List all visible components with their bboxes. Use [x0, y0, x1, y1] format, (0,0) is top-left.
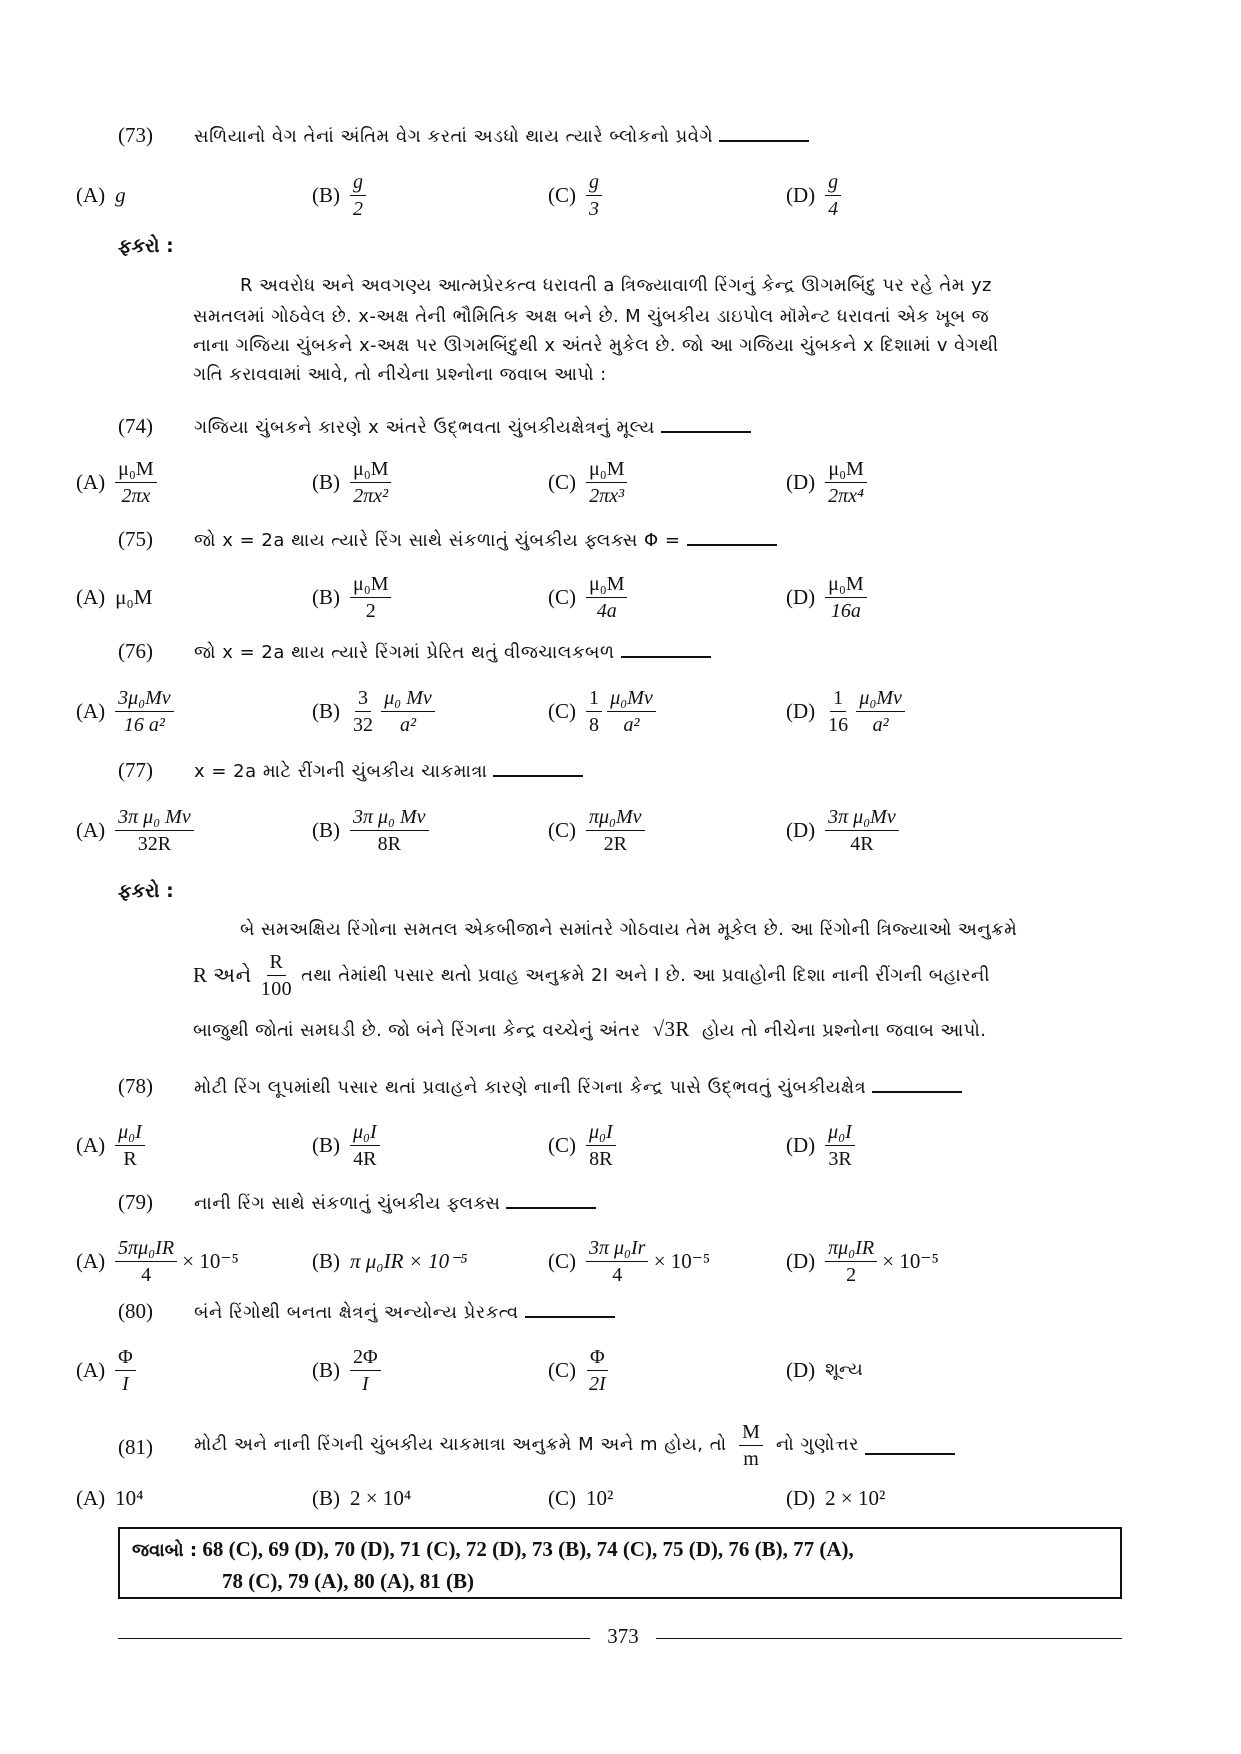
- answer-key-line-2: 78 (C), 79 (A), 80 (A), 81 (B): [222, 1569, 474, 1593]
- option-c: (C) $\frac{1}{8}$ $\frac{\text{μ₀Mv}}{\text{a²}}$: [548, 681, 656, 741]
- option-a: (A) $\frac{\text{μ₀M}}{2\pi x}$: [76, 452, 157, 512]
- option-a: (A) g: [76, 183, 126, 207]
- option-b: (B) $\frac{\text{μ₀M}}{2}$: [312, 567, 391, 627]
- question-number: (73): [118, 123, 153, 147]
- option-c: (C) $\frac{\text{μ₀I}}{8R}$: [548, 1115, 616, 1175]
- options-78: [0, 1115, 1010, 1175]
- option-d: (D) 2 × 10²: [786, 1486, 886, 1510]
- options-76: [0, 681, 1010, 741]
- option-d: (D) $\frac{\text{μ₀M}}{\text{2πx⁴}}$: [786, 452, 867, 512]
- question-number: (79): [118, 1190, 153, 1214]
- question-number: (76): [118, 639, 153, 663]
- option-d: (D) $\frac{g}{4}$: [786, 165, 841, 225]
- option-a: (A) $\frac{\text{3π μ₀ Mv}}{32R}$: [76, 800, 194, 860]
- footer-rule-right: [656, 1638, 1122, 1639]
- question-text: બંને રિંગોથી બનતા ક્ષેત્રનું અન્યોન્ય પ્રેરકત્વ: [194, 1298, 615, 1326]
- option-d: (D) $\frac{\text{πμ₀IR}}{2}$ × 10⁻⁵: [786, 1236, 939, 1286]
- question-number: (74): [118, 414, 153, 438]
- question-text: નાની રિંગ સાથે સંકળાતું ચુંબકીય ફ્લક્સ: [194, 1189, 596, 1217]
- footer-rule-left: [118, 1638, 590, 1639]
- answer-key-line-1: જવાબો : 68 (C), 69 (D), 70 (D), 71 (C), 72 (D), 73 (B), 74 (C), 75 (D), 76 (B), 77 (A),: [132, 1537, 854, 1561]
- answer-blank: [872, 1073, 962, 1093]
- passage-heading: ફકરો :: [118, 880, 174, 902]
- options-79: [0, 1231, 1010, 1291]
- question-text: ગજિયા ચુંબકને કારણે x અંતરે ઉદ્ભવતા ચુંબકીયક્ષેત્રનું મૂલ્ય: [194, 413, 751, 441]
- option-a: (A) μ₀M: [76, 585, 153, 609]
- question-text: મોટી રિંગ લૂપમાંથી પસાર થતાં પ્રવાહને કારણે નાની રિંગના કેન્દ્ર પાસે ઉદ્ભવતું ચુંબકીયક્ષેત્ર: [194, 1073, 962, 1101]
- option-a: (A) $\frac{\text{3μ₀Mv}}{\text{16 a²}}$: [76, 681, 174, 741]
- answer-blank: [719, 122, 809, 142]
- options-81: [0, 1468, 1010, 1528]
- passage-2-line3: બાજુથી જોતાં સમઘડી છે. જો બંને રિંગના કેન્દ્ર વચ્ચેનું અંતર √3R હોય તો નીચેના પ્રશ્નોના જવાબ આપો.: [193, 1017, 987, 1041]
- option-c: (C) 10²: [548, 1486, 614, 1510]
- option-d: (D) શૂન્ય: [786, 1358, 863, 1382]
- question-number: (78): [118, 1074, 153, 1098]
- passage-heading: ફકરો :: [118, 235, 174, 257]
- question-text: મોટી અને નાની રિંગની ચુંબકીય ચાકમાત્રા અનુક્રમે M અને m હોય, તો $\frac{M}{m}$ નો ગુણોત્તર: [194, 1415, 955, 1475]
- option-a: (A) 10⁴: [76, 1486, 144, 1510]
- question-text: જો x = 2a થાય ત્યારે રિંગમાં પ્રેરિત થતું વીજચાલકબળ: [194, 638, 711, 666]
- option-b: (B) $\frac{\text{μ₀I}}{4R}$: [312, 1115, 380, 1175]
- answer-key-label: જવાબો :: [132, 1540, 198, 1561]
- answer-key-box: [118, 1527, 1122, 1599]
- option-b: (B) $\frac{2\Phi}{I}$: [312, 1340, 381, 1400]
- option-d: (D) $\frac{\text{μ₀I}}{3R}$: [786, 1115, 855, 1175]
- options-75: [0, 567, 1010, 627]
- passage-2-line2: R અને $\frac{R}{100}$ તથા તેમાંથી પસાર થતો પ્રવાહ અનુક્રમે 2I અને I છે. આ પ્રવાહોની દિશા નાની રીંગની બહારની: [193, 951, 990, 1000]
- question-text: x = 2a માટે રીંગની ચુંબકીય ચાકમાત્રા: [194, 757, 583, 785]
- answer-blank: [621, 638, 711, 658]
- passage-1: R અવરોધ અને અવગણ્ય આત્મપ્રેરકત્વ ધરાવતી a ત્રિજ્યાવાળી રિંગનું કેન્દ્ર ઊગમબિંદુ પર રહે તેમ yz: [240, 275, 992, 296]
- options-77: [0, 800, 1010, 860]
- answer-blank: [506, 1189, 596, 1209]
- answer-blank: [525, 1298, 615, 1318]
- question-number: (75): [118, 527, 153, 551]
- option-b: (B) $\frac{g}{2}$: [312, 165, 366, 225]
- option-c: (C) $\frac{\text{μ₀M}}{4a}$: [548, 567, 627, 627]
- option-b: (B) $\frac{\text{μ₀M}}{\text{2πx²}}$: [312, 452, 391, 512]
- passage-1-body: સમતલમાં ગોઠવેલ છે. x-અક્ષ તેની ભૌમિતિક અક્ષ બને છે. M ચુંબકીય ડાઇપોલ મૉમેન્ટ ધરાવતાં એક ખૂબ જ નાના ગજિયા ચુંબકને x-અક્ષ પર ઊગમબિંદુથી x અંતરે મુકેલ છે. જો આ ગજિયા ચુંબકને x દિશામાં v વેગથી ગતિ કરાવવામાં આવે, તો નીચેના પ્રશ્નોના જવાબ આપો :: [193, 306, 999, 385]
- option-b: (B) $\frac{\text{3π μ₀ Mv}}{8R}$: [312, 800, 429, 860]
- question-number: (80): [118, 1299, 153, 1323]
- question-number: (77): [118, 758, 153, 782]
- page-number: 373: [607, 1624, 639, 1648]
- option-b: (B) 2 × 10⁴: [312, 1486, 412, 1510]
- option-a: (A) $\frac{\Phi}{I}$: [76, 1340, 136, 1400]
- option-c: (C) $\frac{\Phi}{2I}$: [548, 1345, 606, 1395]
- option-b: (B) $\frac{3}{32}$ $\frac{\text{μ₀ Mv}}{\text{a²}}$: [312, 681, 435, 741]
- option-d: (D) $\frac{\text{μ₀M}}{16a}$: [786, 567, 867, 627]
- options-73: [0, 165, 1010, 225]
- answer-blank: [687, 526, 777, 546]
- question-text: જો x = 2a થાય ત્યારે રિંગ સાથે સંકળાતું ચુંબકીય ફ્લક્સ Φ =: [194, 526, 777, 554]
- answer-blank: [865, 1435, 955, 1455]
- option-c: (C) $\frac{\text{μ₀M}}{\text{2πx³}}$: [548, 452, 627, 512]
- option-a: (A) $\frac{\text{5πμ₀IR}}{4}$ × 10⁻⁵: [76, 1236, 239, 1286]
- option-c: (C) $\frac{\text{3π μ₀Ir}}{4}$ × 10⁻⁵: [548, 1236, 711, 1286]
- options-80: [0, 1340, 1010, 1400]
- option-c: (C) $\frac{g}{3}$: [548, 165, 602, 225]
- question-text: સળિયાનો વેગ તેનાં અંતિમ વેગ કરતાં અડધો થાય ત્યારે બ્લોકનો પ્રવેગે: [194, 122, 809, 150]
- option-c: (C) $\frac{\text{πμ₀Mv}}{2R}$: [548, 800, 645, 860]
- question-number: (81): [118, 1435, 153, 1459]
- answer-blank: [493, 757, 583, 777]
- passage-2-line1: બે સમઅક્ષિય રિંગોના સમતલ એકબીજાને સમાંતરે ગોઠવાય તેમ મૂકેલ છે. આ રિંગોની ત્રિજ્યાઓ અનુક્રમે: [240, 919, 1018, 940]
- option-d: (D) $\frac{1}{16}$ $\frac{\text{μ₀Mv}}{\text{a²}}$: [786, 681, 905, 741]
- option-a: (A) $\frac{\text{μ₀I}}{R}$: [76, 1115, 145, 1175]
- option-b: (B) π μ₀IR × 10⁻⁵: [312, 1249, 468, 1273]
- answer-blank: [661, 413, 751, 433]
- options-74: [0, 452, 1010, 512]
- option-d: (D) $\frac{\text{3π μ₀Mv}}{4R}$: [786, 800, 899, 860]
